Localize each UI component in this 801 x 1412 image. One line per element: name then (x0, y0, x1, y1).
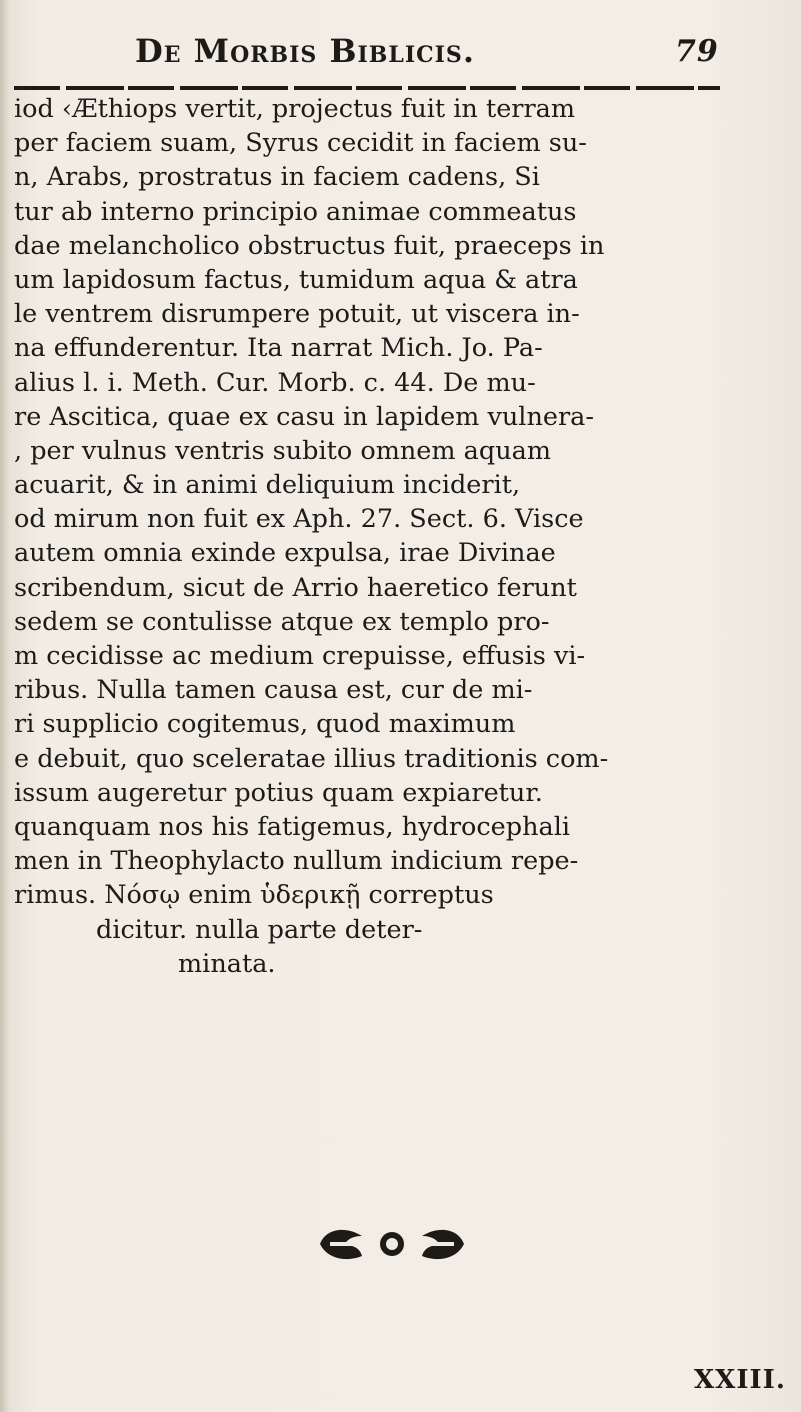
page-number: 79 (675, 34, 719, 69)
text-line: le ventrem disrumpere potuit, ut viscera in- (14, 299, 580, 330)
text-line: m cecidisse ac medium crepuisse, effusis vi- (14, 641, 586, 671)
text-line: ri supplicio cogitemus, quod maximum (14, 709, 516, 740)
text-line: um lapidosum factus, tumidum aqua & atra (14, 264, 578, 295)
text-line: issum augeretur potius quam expiaretur. (14, 777, 543, 808)
text-line: dae melancholico obstructus fuit, praeceps in (14, 230, 605, 261)
running-title: De Morbis Biblicis. (135, 32, 475, 70)
text-line: na effunderentur. Ita narrat Mich. Jo. Pa- (14, 333, 543, 364)
signature-mark: XXIII. (694, 1365, 786, 1395)
text-line: rimus. Νόσῳ enim ὑδερικῇ correptus (14, 880, 494, 911)
text-line: per faciem suam, Syrus cecidit in faciem su- (14, 128, 587, 159)
text-line: scribendum, sicut de Arrio haeretico ferunt (14, 572, 577, 603)
text-line: quanquam nos his fatigemus, hydrocephali (14, 811, 571, 842)
main-text (0, 92, 790, 981)
header-rule (14, 86, 720, 90)
text-line: tur ab interno principio animae commeatus (14, 196, 577, 227)
text-line: minata. (178, 948, 276, 979)
fleuron-ornament-icon (312, 1222, 472, 1266)
text-line: men in Theophylacto nullum indicium repe- (14, 846, 579, 877)
text-line: autem omnia exinde expulsa, irae Divinae (14, 538, 556, 569)
running-header (135, 26, 719, 76)
text-line: n, Arabs, prostratus in faciem cadens, Si (14, 162, 540, 193)
text-line: alius l. i. Meth. Cur. Morb. c. 44. De mu- (14, 367, 536, 398)
text-line: od mirum non fuit ex Aph. 27. Sect. 6. Visce (14, 504, 584, 535)
text-line: sedem se contulisse atque ex templo pro- (14, 606, 550, 637)
text-line: ribus. Nulla tamen causa est, cur de mi- (14, 675, 533, 706)
text-line: e debuit, quo sceleratae illius traditionis com- (14, 743, 609, 774)
text-line: re Ascitica, quae ex casu in lapidem vulnera- (14, 401, 594, 432)
text-line: acuarit, & in animi deliquium inciderit, (14, 470, 521, 501)
text-line: iod ‹Æthiops vertit, projectus fuit in terram (14, 94, 576, 124)
text-line: , per vulnus ventris subito omnem aquam (14, 435, 552, 466)
text-line: dicitur. nulla parte deter- (96, 914, 423, 945)
